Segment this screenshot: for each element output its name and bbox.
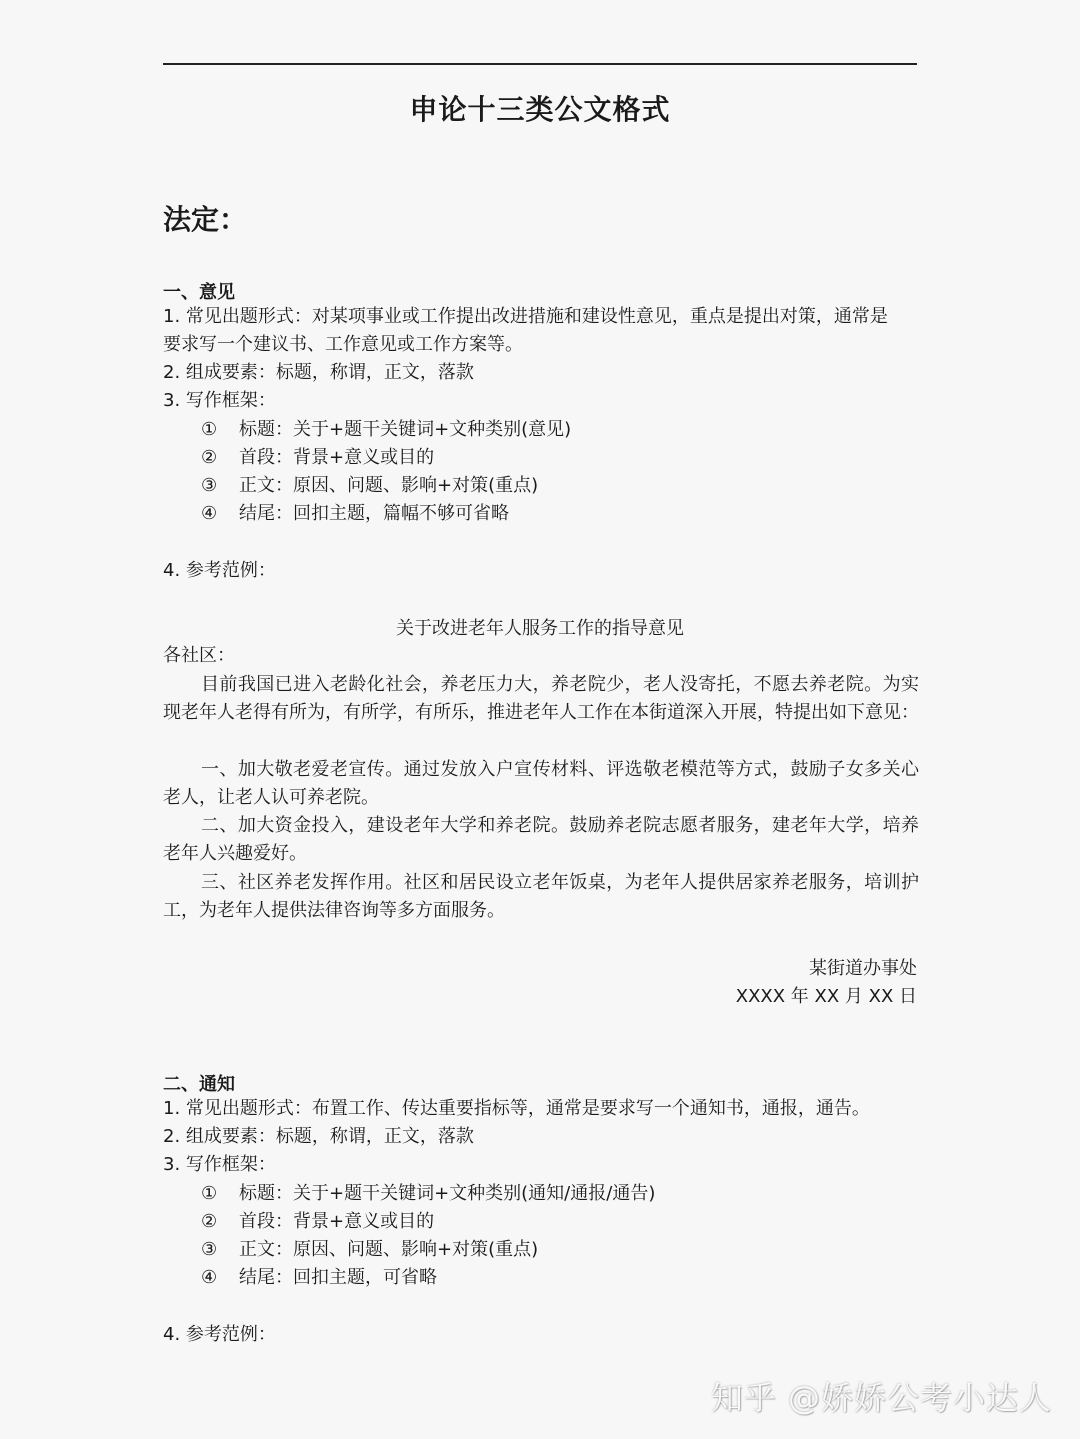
part1-heading: 一、意见 bbox=[163, 282, 235, 303]
zhihu-watermark: 知乎 @娇娇公考小达人 bbox=[710, 1379, 1052, 1417]
part2-line4: 4. 参考范例： bbox=[163, 1324, 276, 1345]
part2-heading: 二、通知 bbox=[163, 1074, 235, 1095]
part2-framework-item bbox=[201, 1208, 434, 1236]
item-number: ③ bbox=[201, 475, 218, 496]
part1-line2: 2. 组成要素：标题，称谓，正文，落款 bbox=[163, 362, 474, 383]
item-text: 首段：背景+意义或目的 bbox=[239, 447, 435, 468]
top-rule bbox=[163, 63, 917, 65]
part1-line1a: 1. 常见出题形式：对某项事业或工作提出改进措施和建设性意见，重点是提出对策，通常是 bbox=[163, 306, 888, 327]
part1-framework-item bbox=[201, 472, 538, 500]
example-signature: 某街道办事处 bbox=[809, 958, 917, 979]
part1-framework-item bbox=[201, 416, 571, 444]
part2-framework-item bbox=[201, 1180, 655, 1208]
example-title: 关于改进老年人服务工作的指导意见 bbox=[396, 618, 684, 639]
part1-framework-item bbox=[201, 500, 509, 528]
item-number: ② bbox=[201, 447, 218, 468]
example-date: XXXX 年 XX 月 XX 日 bbox=[735, 986, 917, 1007]
item-text: 标题：关于+题干关键词+文种类别(通知/通报/通告) bbox=[239, 1183, 656, 1204]
example-paragraph: 目前我国已进入老龄化社会，养老压力大，养老院少，老人没寄托，不愿去养老院。为实现老年人老得有所为，有所学，有所乐，推进老年人工作在本街道深入开展，特提出如下意见： bbox=[163, 674, 919, 724]
item-number: ④ bbox=[201, 503, 218, 524]
document-title: 申论十三类公文格式 bbox=[409, 93, 671, 126]
item-number: ④ bbox=[201, 1267, 218, 1288]
item-text: 首段：背景+意义或目的 bbox=[239, 1211, 435, 1232]
item-text: 正文：原因、问题、影响+对策(重点) bbox=[239, 1239, 539, 1260]
part2-framework-item bbox=[201, 1264, 437, 1292]
item-number: ① bbox=[201, 1183, 218, 1204]
part2-line1: 1. 常见出题形式：布置工作、传达重要指标等，通常是要求写一个通知书，通报，通告。 bbox=[163, 1098, 870, 1119]
part2-framework-item bbox=[201, 1236, 538, 1264]
example-paragraph: 三、社区养老发挥作用。社区和居民设立老年饭桌，为老年人提供居家养老服务，培训护工，为老年人提供法律咨询等多方面服务。 bbox=[163, 872, 919, 922]
example-paragraph: 一、加大敬老爱老宣传。通过发放入户宣传材料、评选敬老模范等方式，鼓励子女多关心老人，让老人认可养老院。 bbox=[163, 759, 919, 809]
item-text: 正文：原因、问题、影响+对策(重点) bbox=[239, 475, 539, 496]
part2-line2: 2. 组成要素：标题，称谓，正文，落款 bbox=[163, 1126, 474, 1147]
item-text: 标题：关于+题干关键词+文种类别(意见) bbox=[239, 419, 572, 440]
section-heading: 法定： bbox=[163, 203, 248, 236]
part1-line4: 4. 参考范例： bbox=[163, 560, 276, 581]
item-number: ② bbox=[201, 1211, 218, 1232]
example-paragraph: 二、加大资金投入，建设老年大学和养老院。鼓励养老院志愿者服务，建老年大学，培养老年人兴趣爱好。 bbox=[163, 815, 919, 865]
part1-framework-item bbox=[201, 444, 434, 472]
item-text: 结尾：回扣主题，可省略 bbox=[239, 1267, 437, 1288]
item-number: ① bbox=[201, 419, 218, 440]
part2-line3: 3. 写作框架： bbox=[163, 1154, 276, 1175]
part1-line1b: 要求写一个建议书、工作意见或工作方案等。 bbox=[163, 334, 523, 355]
part1-line3: 3. 写作框架： bbox=[163, 390, 276, 411]
example-salutation: 各社区： bbox=[163, 645, 235, 666]
item-number: ③ bbox=[201, 1239, 218, 1260]
item-text: 结尾：回扣主题，篇幅不够可省略 bbox=[239, 503, 509, 524]
